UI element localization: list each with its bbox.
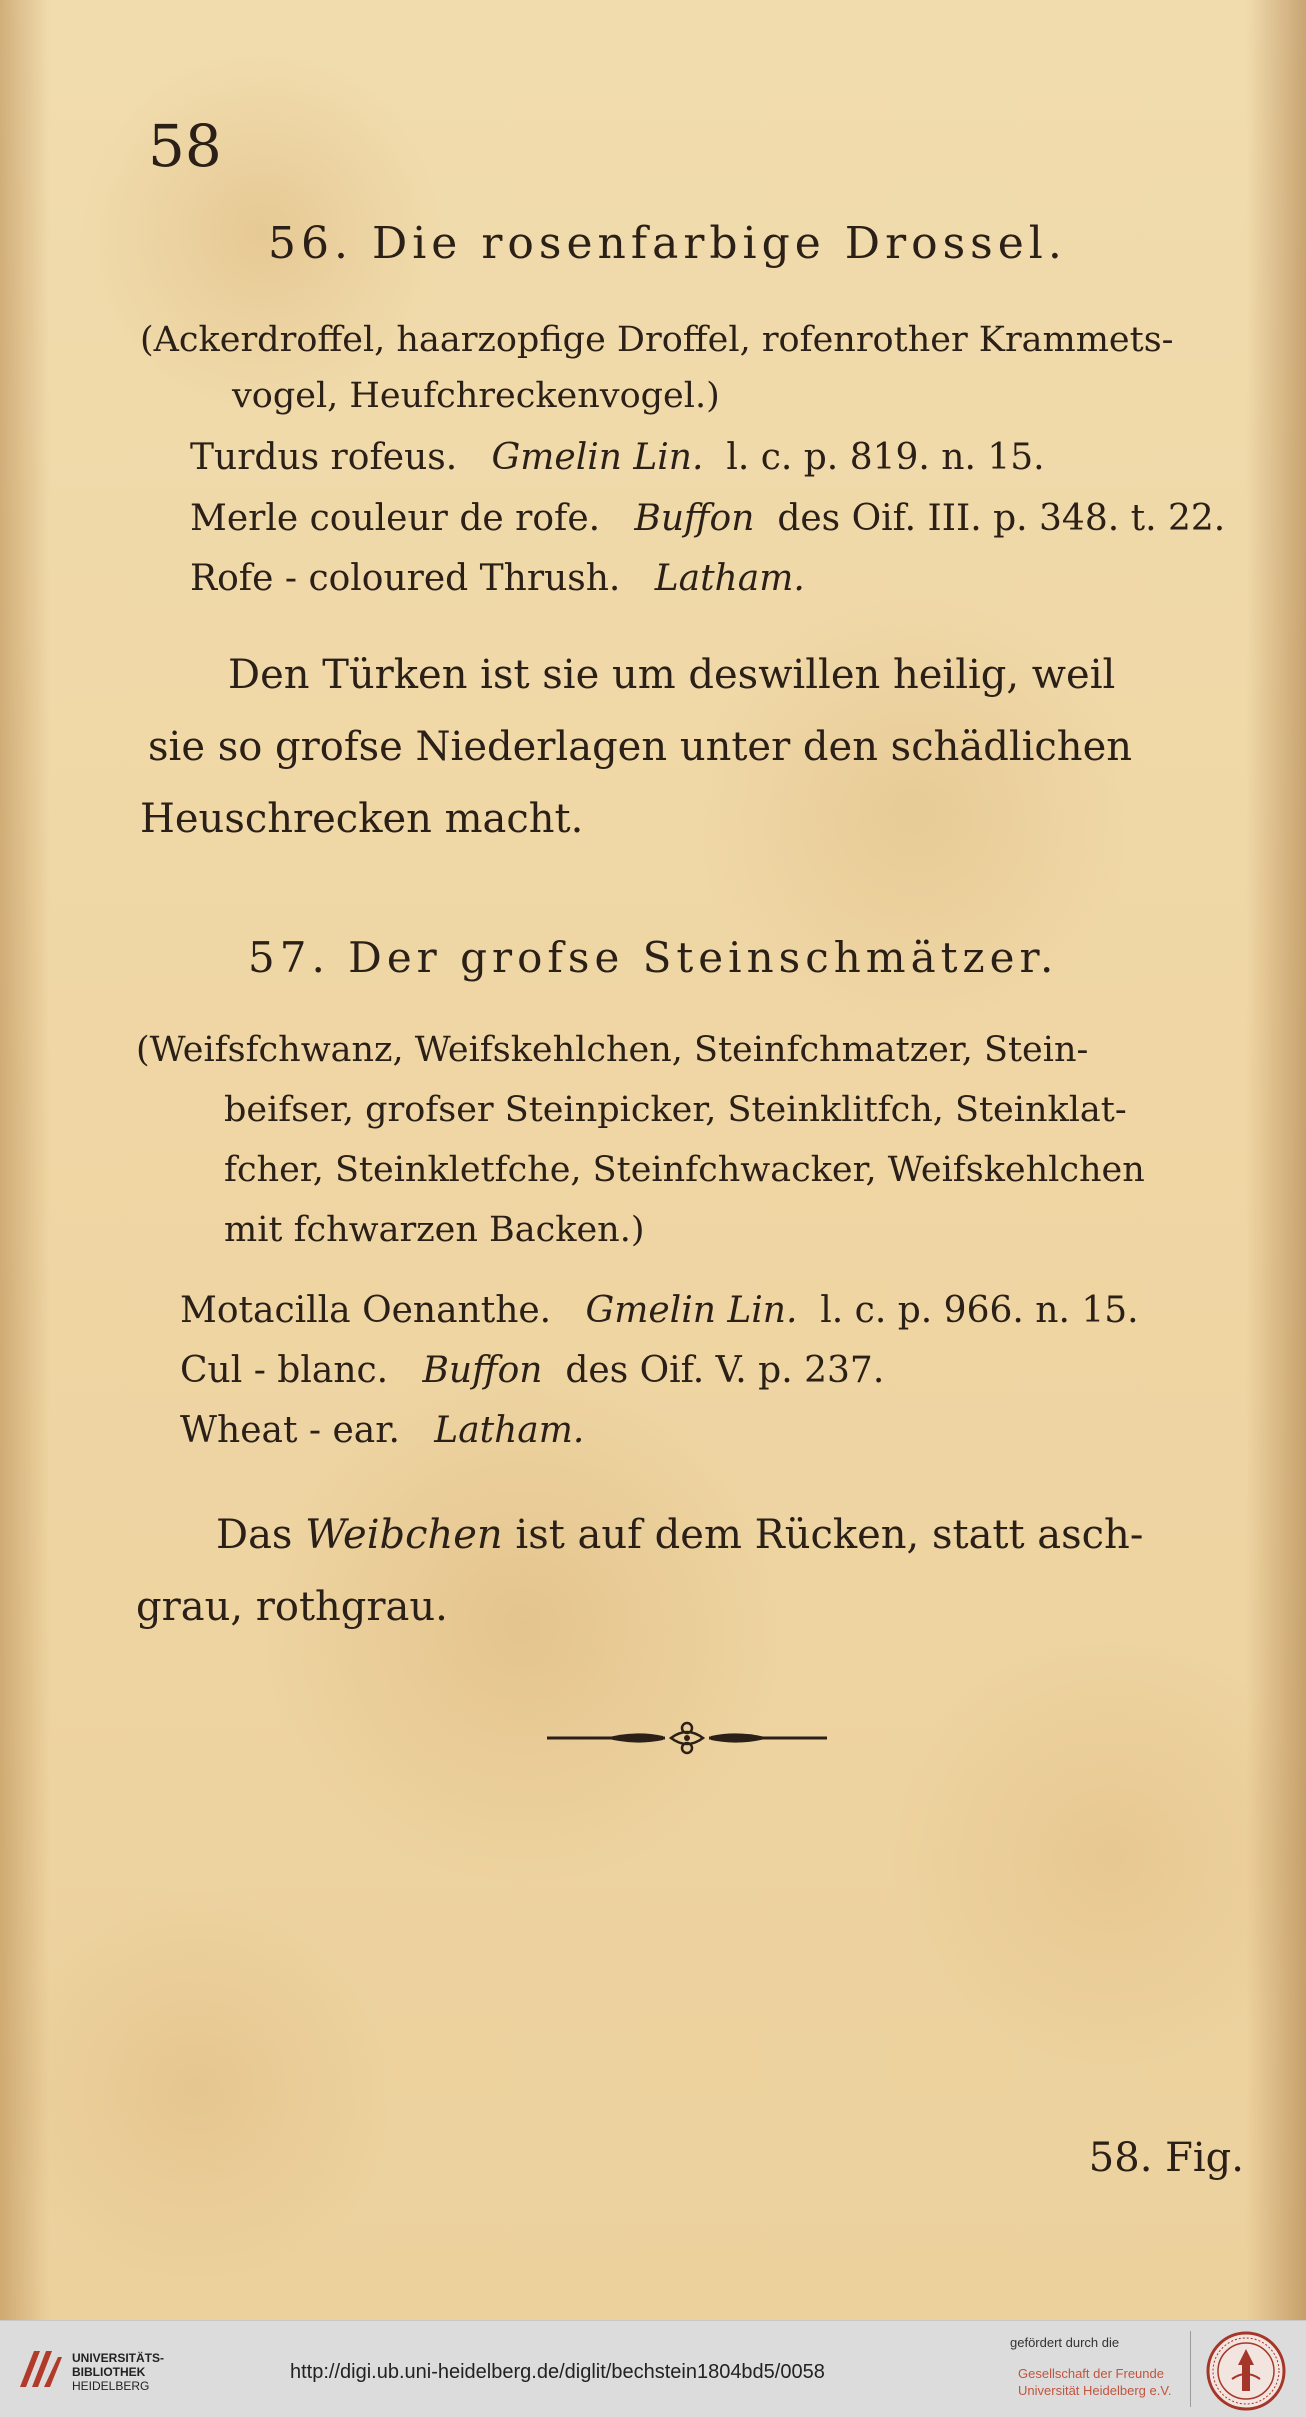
section-57-text-line-1 — [216, 1512, 1143, 1558]
section-57-text-line-2: grau, rothgrau. — [136, 1584, 448, 1630]
citation-author: Buffon — [634, 498, 755, 539]
citation-reference: des Oif. V. p. 237. — [565, 1350, 885, 1391]
citation-reference: l. c. p. 819. n. 15. — [726, 437, 1045, 478]
citation-name: Rofe - coloured Thrush. — [190, 558, 621, 599]
page-edge-shadow-right — [1246, 0, 1306, 2320]
section-56-citation-3 — [190, 558, 805, 599]
citation-name: Turdus rofeus. — [190, 437, 458, 478]
library-name-line-1: UNIVERSITÄTS- — [72, 2351, 165, 2365]
citation-name: Wheat - ear. — [180, 1410, 400, 1451]
citation-name: Cul - blanc. — [180, 1350, 389, 1391]
citation-author: Latham. — [434, 1410, 585, 1451]
section-56-text-line-2: sie so grofse Niederlagen unter den schädlichen — [148, 724, 1133, 770]
permalink-url[interactable]: http://digi.ub.uni-heidelberg.de/diglit/bechstein1804bd5/0058 — [290, 2361, 825, 2383]
sponsor-name-line-2: Universität Heidelberg e.V. — [1018, 2383, 1172, 2398]
section-56-citation-2 — [190, 498, 1225, 539]
citation-reference: des Oif. III. p. 348. t. 22. — [777, 498, 1226, 539]
viewer-footer-bar — [0, 2320, 1306, 2417]
library-name — [72, 2351, 164, 2393]
library-name-line-3: HEIDELBERG — [72, 2379, 150, 2393]
section-57-synonyms-line-3: fcher, Steinkletfche, Steinfchwacker, Weifskehlchen — [224, 1150, 1145, 1190]
sponsor-label: gefördert durch die — [1010, 2335, 1120, 2350]
sponsor-name-line-1: Gesellschaft der Freunde — [1018, 2366, 1164, 2381]
text-emphasis: Weibchen — [305, 1512, 503, 1558]
section-57-citation-2 — [180, 1350, 884, 1391]
catchword: 58. Fig. — [1088, 2135, 1244, 2181]
footer-divider — [1190, 2331, 1191, 2407]
sponsor-name — [1018, 2365, 1171, 2399]
university-seal-icon — [1204, 2329, 1288, 2413]
section-56-text-line-1: Den Türken ist sie um deswillen heilig, weil — [228, 652, 1116, 698]
section-57-synonyms-line-2: beifser, grofser Steinpicker, Steinklitfch, Steinklat- — [224, 1090, 1127, 1130]
citation-name: Motacilla Oenanthe. — [180, 1290, 552, 1331]
citation-author: Gmelin Lin. — [491, 437, 704, 478]
section-57-citation-3 — [180, 1410, 584, 1451]
section-56-text-line-3: Heuschrecken macht. — [140, 796, 584, 842]
text-segment: Das — [216, 1512, 293, 1558]
section-57-heading: 57. Der grofse Steinschmätzer. — [248, 933, 1059, 982]
page-edge-shadow-left — [0, 0, 50, 2320]
section-57-synonyms-line-4: mit fchwarzen Backen.) — [224, 1210, 645, 1250]
section-56-heading: 56. Die rosenfarbige Drossel. — [268, 218, 1067, 269]
citation-name: Merle couleur de rofe. — [190, 498, 601, 539]
section-57-synonyms-line-1: (Weifsfchwanz, Weifskehlchen, Steinfchmatzer, Stein- — [136, 1030, 1089, 1070]
section-56-synonyms-line-1: (Ackerdroffel, haarzopfige Droffel, rofenrother Krammets- — [140, 320, 1174, 360]
ornament-divider-icon — [545, 1718, 829, 1758]
text-segment: ist auf dem Rücken, statt asch- — [515, 1512, 1144, 1558]
citation-author: Latham. — [654, 558, 805, 599]
citation-author: Gmelin Lin. — [585, 1290, 798, 1331]
page-number: 58 — [148, 112, 222, 180]
university-library-logo-icon — [14, 2343, 64, 2393]
section-56-synonyms-line-2: vogel, Heufchreckenvogel.) — [232, 376, 720, 416]
library-name-line-2: BIBLIOTHEK — [72, 2365, 146, 2379]
citation-author: Buffon — [422, 1350, 543, 1391]
section-57-citation-1 — [180, 1290, 1139, 1331]
citation-reference: l. c. p. 966. n. 15. — [820, 1290, 1139, 1331]
section-56-citation-1 — [190, 437, 1045, 478]
